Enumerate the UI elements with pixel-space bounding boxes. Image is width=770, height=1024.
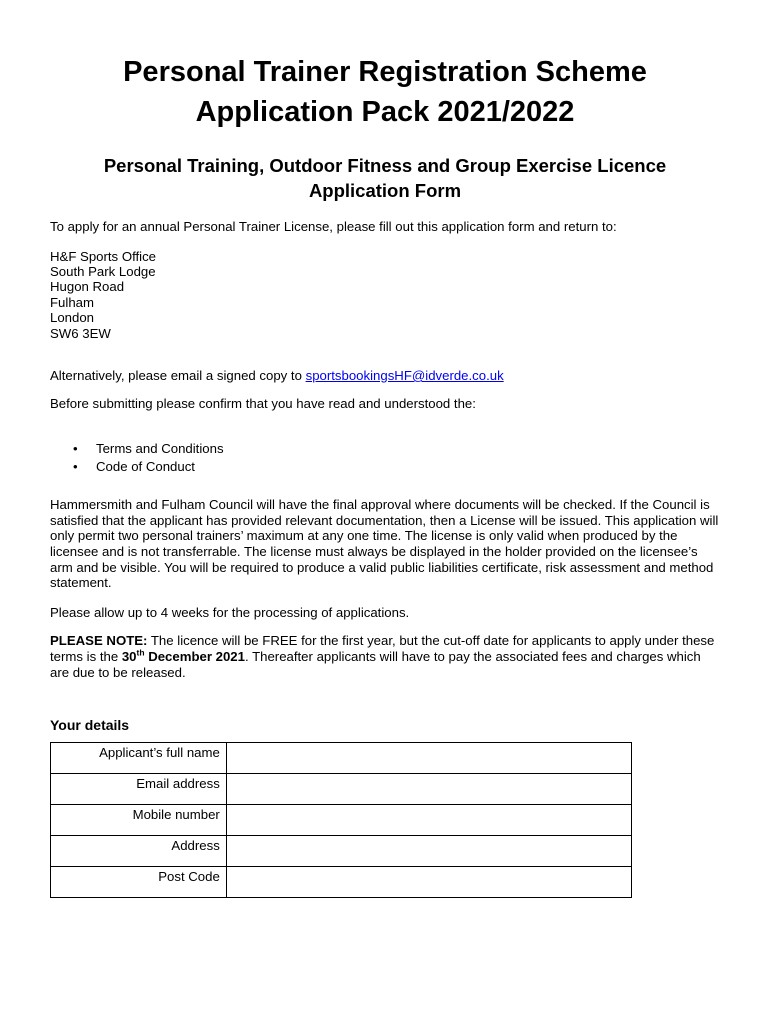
email-field[interactable] [226, 774, 631, 805]
email-link[interactable]: sportsbookingsHF@idverde.co.uk [305, 368, 504, 384]
title-line-2: Application Pack 2021/2022 [195, 96, 575, 128]
page-title [50, 0, 720, 132]
table-row [51, 774, 632, 805]
address-field[interactable] [226, 836, 631, 867]
cutoff-month-year: December 2021 [144, 648, 245, 664]
mobile-label: Mobile number [51, 805, 227, 836]
title-line-1: Personal Trainer Registration Scheme [123, 56, 647, 88]
return-address [50, 249, 720, 341]
terms-and-conditions-label: Terms and Conditions [96, 441, 224, 457]
full-name-field[interactable] [226, 743, 631, 774]
post-code-label: Post Code [51, 867, 227, 898]
mobile-field[interactable] [226, 805, 631, 836]
email-alternative-text: Alternatively, please email a signed copy to [50, 368, 306, 384]
bullet-icon: • [73, 458, 78, 474]
email-alternative [50, 368, 720, 384]
code-of-conduct-label: Code of Conduct [96, 458, 195, 474]
your-details-heading: Your details [50, 717, 130, 734]
address-line: South Park Lodge [50, 264, 156, 279]
documents-list [50, 440, 720, 475]
cutoff-day: 30 [121, 648, 137, 664]
cutoff-day-suffix: th [136, 647, 145, 658]
subtitle-line-2: Application Form [308, 180, 462, 201]
list-item [50, 440, 720, 458]
please-note-paragraph [50, 633, 720, 680]
note-text-end: . Thereafter applicants will have to pay the associated fees and charges which are due to be released. [50, 648, 701, 680]
table-row [51, 836, 632, 867]
intro-text: To apply for an annual Personal Trainer License, please fill out this application form and return to: [50, 219, 617, 234]
address-line: Hugon Road [50, 279, 125, 295]
confirm-text: Before submitting please confirm that you have read and understood the: [50, 395, 476, 411]
full-name-label: Applicant’s full name [51, 743, 227, 774]
note-text: The licence will be FREE for the first year, but the cut-off date for applicants to apply under these terms is the [50, 633, 715, 664]
table-row [51, 743, 632, 774]
table-row [51, 867, 632, 898]
post-code-field[interactable] [226, 867, 631, 898]
subtitle-line-1: Personal Training, Outdoor Fitness and Group Exercise Licence [103, 155, 667, 176]
table-row [51, 805, 632, 836]
form-subtitle [50, 153, 720, 203]
address-line: Fulham [50, 294, 94, 310]
address-label: Address [51, 836, 227, 867]
cutoff-date [122, 649, 245, 664]
email-label: Email address [51, 774, 227, 805]
address-line: SW6 3EW [50, 325, 111, 341]
council-approval-paragraph: Hammersmith and Fulham Council will have the final approval where documents will be checked. If the Council is satisfied that the applicant has provided relevant documentation, then a License will be issued. This application will only permit two personal trainers’ maximum at any one time. The license is only valid when produced by the licensee and is not transferrable. The license must always be displayed in the holder provided on the licensee’s arm and be visible. You will be required to produce a valid public liabilities certificate, risk assessment and method statement. [50, 497, 719, 591]
address-line: H&F Sports Office [50, 248, 157, 264]
please-note-label: PLEASE NOTE: [50, 633, 148, 649]
list-item [50, 458, 720, 476]
processing-time-text: Please allow up to 4 weeks for the processing of applications. [50, 604, 410, 620]
address-line: London [50, 310, 95, 326]
bullet-icon: • [73, 441, 78, 457]
your-details-table [50, 742, 632, 898]
